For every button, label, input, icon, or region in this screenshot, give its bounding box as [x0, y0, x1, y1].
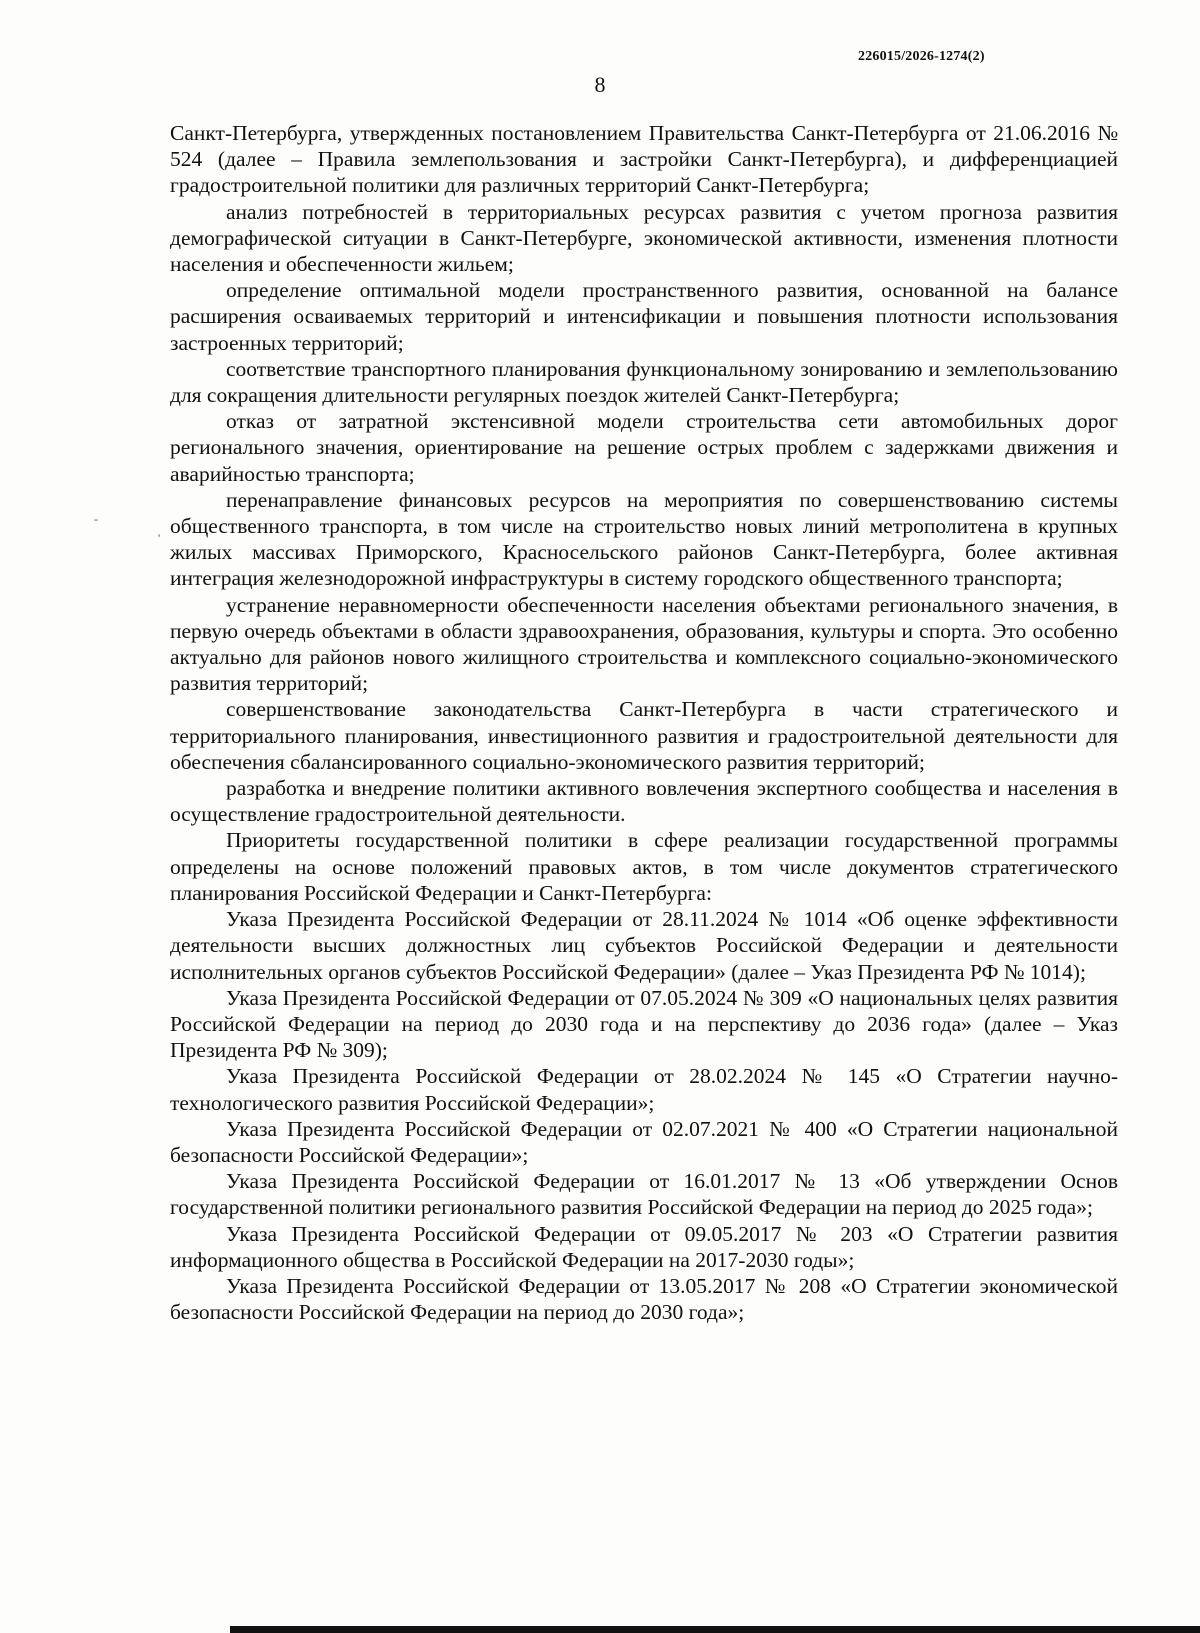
paragraph: Приоритеты государственной политики в сфере реализации государственной программы определены на основе положений правовых актов, в том числе документов стратегического планирования Российской Федерации и Санкт-Петербурга:: [170, 828, 1118, 905]
paragraph: перенаправление финансовых ресурсов на мероприятия по совершенствованию системы общественного транспорта, в том числе на строительство новых линий метрополитена в крупных жилых массивах Приморского, Красносельского районов Санкт-Петербурга, более активная интеграция железнодорожной инфраструктуры в систему городского общественного транспорта;: [170, 487, 1118, 591]
page-number: 8: [594, 72, 606, 97]
paragraph: разработка и внедрение политики активного вовлечения экспертного сообщества и населения в осуществление градостроительной деятельности.: [170, 776, 1118, 827]
paragraph: совершенствование законодательства Санкт-Петербурга в части стратегического и территориального планирования, инвестиционного развития и градостроительной деятельности для обеспечения сбалансированного социально-экономического развития территорий;: [170, 697, 1118, 774]
paragraph: соответствие транспортного планирования функциональному зонированию и землепользованию для сокращения длительности регулярных поездок жителей Санкт-Петербурга;: [170, 356, 1118, 408]
paragraph: отказ от затратной экстенсивной модели строительства сети автомобильных дорог регионального значения, ориентирование на решение острых проблем с задержками движения и аварийностью транспорта;: [170, 409, 1118, 486]
document-registration-number: 226015/2026-1274(2): [858, 49, 985, 64]
legal-act-item: Указа Президента Российской Федерации от 09.05.2017 № 203 «О Стратегии развития информационного общества в Российской Федерации на 2017-2030 годы»;: [170, 1221, 1118, 1272]
legal-act-item: Указа Президента Российской Федерации от 28.11.2024 № 1014 «Об оценке эффективности деятельности высших должностных лиц субъектов Российской Федерации и деятельности исполнительных органов субъектов Российской Федерации» (далее – Указ Президента РФ № 1014);: [170, 907, 1118, 984]
document-body: [170, 120, 1118, 1325]
legal-act-item: Указа Президента Российской Федерации от 02.07.2021 № 400 «О Стратегии национальной безопасности Российской Федерации»;: [170, 1116, 1118, 1167]
legal-act-item: Указа Президента Российской Федерации от 16.01.2017 № 13 «Об утверждении Основ государственной политики регионального развития Российской Федерации на период до 2025 года»;: [170, 1169, 1118, 1220]
legal-act-item: Указа Президента Российской Федерации от 28.02.2024 № 145 «О Стратегии научно-технологического развития Российской Федерации»;: [170, 1064, 1118, 1115]
paragraph: анализ потребностей в территориальных ресурсах развития с учетом прогноза развития демографической ситуации в Санкт-Петербурге, экономической активности, изменения плотности населения и обеспеченности жильем;: [170, 199, 1118, 277]
paragraph: определение оптимальной модели пространственного развития, основанной на балансе расширения осваиваемых территорий и интенсификации и повышения плотности использования застроенных территорий;: [170, 278, 1118, 355]
paragraph-continuation: Санкт-Петербурга, утвержденных постановлением Правительства Санкт-Петербурга от 21.06.2016 № 524 (далее – Правила землепользования и застройки Санкт-Петербурга), и дифференциацией градостроительной политики для различных территорий Санкт-Петербурга;: [170, 121, 1118, 198]
margin-mark: ': [158, 531, 161, 545]
paragraph: устранение неравномерности обеспеченности населения объектами регионального значения, в первую очередь объектами в области здравоохранения, образования, культуры и спорта. Это особенно актуально для районов нового жилищного строительства и комплексного социально-экономического развития территорий;: [170, 592, 1118, 696]
scan-bottom-edge: [230, 1626, 1200, 1633]
legal-act-item: Указа Президента Российской Федерации от 13.05.2017 № 208 «О Стратегии экономической безопасности Российской Федерации на период до 2030 года»;: [170, 1273, 1118, 1325]
margin-mark: -: [94, 512, 98, 526]
legal-act-item: Указа Президента Российской Федерации от 07.05.2024 № 309 «О национальных целях развития Российской Федерации на период до 2030 года и на перспективу до 2036 года» (далее – Указ Президента РФ № 309);: [170, 985, 1118, 1063]
